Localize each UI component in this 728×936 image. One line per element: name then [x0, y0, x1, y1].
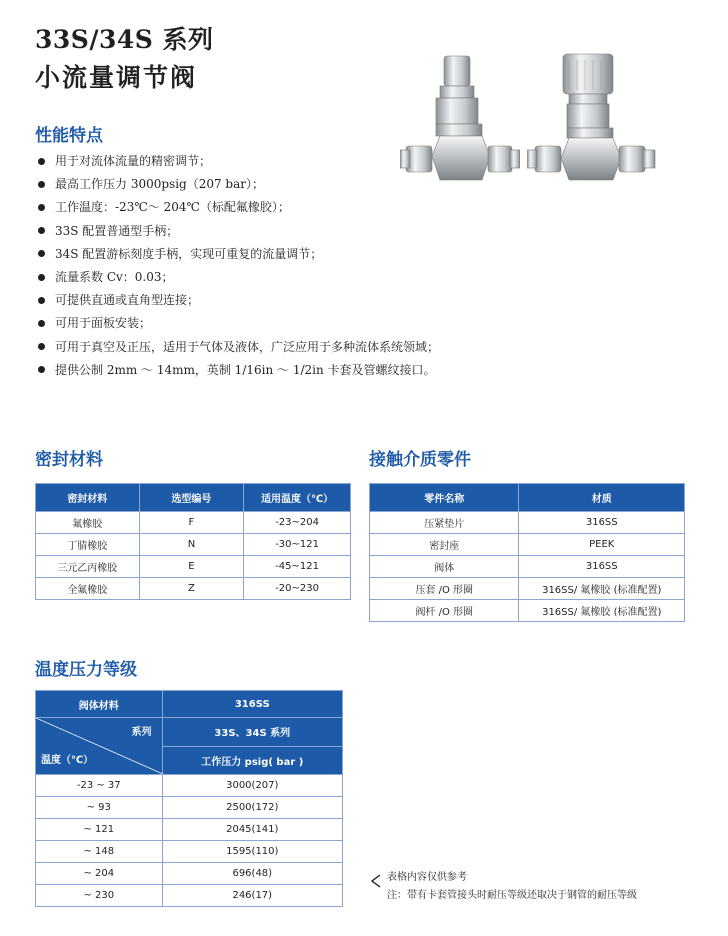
- feature-item: [34, 359, 439, 382]
- product-title: 小流量调节阀: [35, 63, 198, 92]
- seal-row-cell: F: [139, 512, 244, 534]
- bullet-icon: [38, 204, 45, 211]
- rating-series-label: 系列: [131, 727, 152, 738]
- features-heading: 性能特点: [35, 126, 103, 146]
- wetted-row: [370, 512, 685, 534]
- rating-row-cell: -23 ~ 37: [36, 775, 163, 797]
- seal-row-cell: -30~121: [244, 534, 351, 556]
- rating-body-material-label: 阀体材料: [36, 691, 163, 718]
- wetted-header-material: 材质: [519, 484, 685, 512]
- bullet-icon: [38, 274, 45, 281]
- rating-row-cell: ~ 93: [36, 797, 163, 819]
- rating-row: [36, 885, 343, 907]
- wetted-row-cell: PEEK: [519, 534, 685, 556]
- rating-body-material: 316SS: [162, 691, 342, 718]
- bullet-icon: [38, 158, 45, 165]
- seal-row-cell: N: [139, 534, 244, 556]
- bullet-icon: [38, 297, 45, 304]
- seal-header-code: 选型编号: [139, 484, 244, 512]
- feature-text: 33S 配置普通型手柄；: [55, 223, 179, 238]
- seal-heading: 密封材料: [35, 450, 103, 470]
- note-arrow-icon: [370, 873, 382, 889]
- note-reference: 表格内容仅供参考: [387, 872, 467, 883]
- rating-row: [36, 775, 343, 797]
- features-list: [34, 150, 439, 382]
- feature-text: 最高工作压力 3000psig（207 bar）；: [55, 177, 265, 192]
- feature-text: 34S 配置游标刻度手柄，实现可重复的流量调节；: [55, 246, 323, 261]
- rating-heading: 温度压力等级: [35, 660, 137, 680]
- seal-row-cell: 全氟橡胶: [36, 578, 140, 600]
- bullet-icon: [38, 320, 45, 327]
- seal-row-cell: 丁腈橡胶: [36, 534, 140, 556]
- bullet-icon: [38, 250, 45, 257]
- rating-row-cell: 2500(172): [162, 797, 342, 819]
- rating-row-cell: ~ 121: [36, 819, 163, 841]
- feature-text: 可用于面板安装；: [55, 316, 152, 331]
- rating-row-cell: 696(48): [162, 863, 342, 885]
- feature-item: [34, 312, 439, 335]
- seal-row: [36, 556, 351, 578]
- wetted-row-cell: 阀体: [370, 556, 519, 578]
- rating-temp-label: 温度（℃）: [41, 755, 94, 766]
- seal-row-cell: -45~121: [244, 556, 351, 578]
- bullet-icon: [38, 366, 45, 373]
- seal-row: [36, 534, 351, 556]
- seal-row: [36, 578, 351, 600]
- feature-text: 流量系数 Cv：0.03；: [55, 270, 174, 285]
- seal-row: [36, 512, 351, 534]
- wetted-row: [370, 578, 685, 600]
- feature-item: [34, 289, 439, 312]
- rating-row: [36, 841, 343, 863]
- rating-row-cell: 1595(110): [162, 841, 342, 863]
- wetted-row-cell: 316SS: [519, 512, 685, 534]
- rating-row-cell: 3000(207): [162, 775, 342, 797]
- seal-row-cell: 氟橡胶: [36, 512, 140, 534]
- rating-row-cell: ~ 204: [36, 863, 163, 885]
- seal-table: [35, 483, 351, 600]
- rating-table: [35, 690, 343, 907]
- feature-text: 提供公制 2mm ～ 14mm，英制 1/16in ～ 1/2in 卡套及管螺纹接口。: [55, 362, 436, 377]
- rating-row-cell: 2045(141): [162, 819, 342, 841]
- wetted-row-cell: 压套 /O 形圈: [370, 578, 519, 600]
- seal-row-cell: 三元乙丙橡胶: [36, 556, 140, 578]
- wetted-table: [369, 483, 685, 622]
- bullet-icon: [38, 343, 45, 350]
- rating-row-cell: ~ 230: [36, 885, 163, 907]
- feature-item: [34, 150, 439, 173]
- seal-row-cell: -23~204: [244, 512, 351, 534]
- wetted-header-part: 零件名称: [370, 484, 519, 512]
- wetted-heading: 接触介质零件: [369, 450, 471, 470]
- bullet-icon: [38, 181, 45, 188]
- wetted-row-cell: 压紧垫片: [370, 512, 519, 534]
- wetted-row-cell: 阀杆 /O 形圈: [370, 600, 519, 622]
- seal-header-temp: 适用温度（℃）: [244, 484, 351, 512]
- feature-item: [34, 173, 439, 196]
- wetted-row: [370, 534, 685, 556]
- rating-row: [36, 819, 343, 841]
- feature-text: 工作温度：-23℃～ 204℃（标配氟橡胶）；: [55, 200, 290, 215]
- feature-item: [34, 266, 439, 289]
- rating-pressure-label: 工作压力 psig( bar ): [162, 746, 342, 775]
- series-title: 33S/34S 系列: [35, 25, 214, 54]
- wetted-row-cell: 密封座: [370, 534, 519, 556]
- feature-text: 用于对流体流量的精密调节；: [55, 154, 212, 168]
- seal-row-cell: E: [139, 556, 244, 578]
- feature-item: [34, 243, 439, 266]
- wetted-row-cell: 316SS: [519, 556, 685, 578]
- wetted-row: [370, 600, 685, 622]
- feature-item: [34, 220, 439, 243]
- rating-row-cell: ~ 148: [36, 841, 163, 863]
- wetted-row: [370, 556, 685, 578]
- seal-row-cell: Z: [139, 578, 244, 600]
- valve-34s-image: [527, 52, 657, 187]
- feature-item: [34, 196, 439, 219]
- rating-series: 33S、34S 系列: [162, 718, 342, 747]
- rating-row-cell: 246(17): [162, 885, 342, 907]
- feature-text: 可用于真空及正压，适用于气体及液体，广泛应用于多种流体系统领域；: [55, 339, 440, 354]
- seal-header-material: 密封材料: [36, 484, 140, 512]
- feature-text: 可提供直通或直角型连接；: [55, 293, 200, 308]
- seal-row-cell: -20~230: [244, 578, 351, 600]
- bullet-icon: [38, 227, 45, 234]
- wetted-row-cell: 316SS/ 氟橡胶 (标准配置): [519, 578, 685, 600]
- note-pressure: 注：带有卡套管接头时耐压等级还取决于钢管的耐压等级: [387, 890, 637, 901]
- rating-diagonal-cell: [36, 718, 163, 775]
- rating-row: [36, 797, 343, 819]
- wetted-row-cell: 316SS/ 氟橡胶 (标准配置): [519, 600, 685, 622]
- feature-item: [34, 336, 439, 359]
- rating-row: [36, 863, 343, 885]
